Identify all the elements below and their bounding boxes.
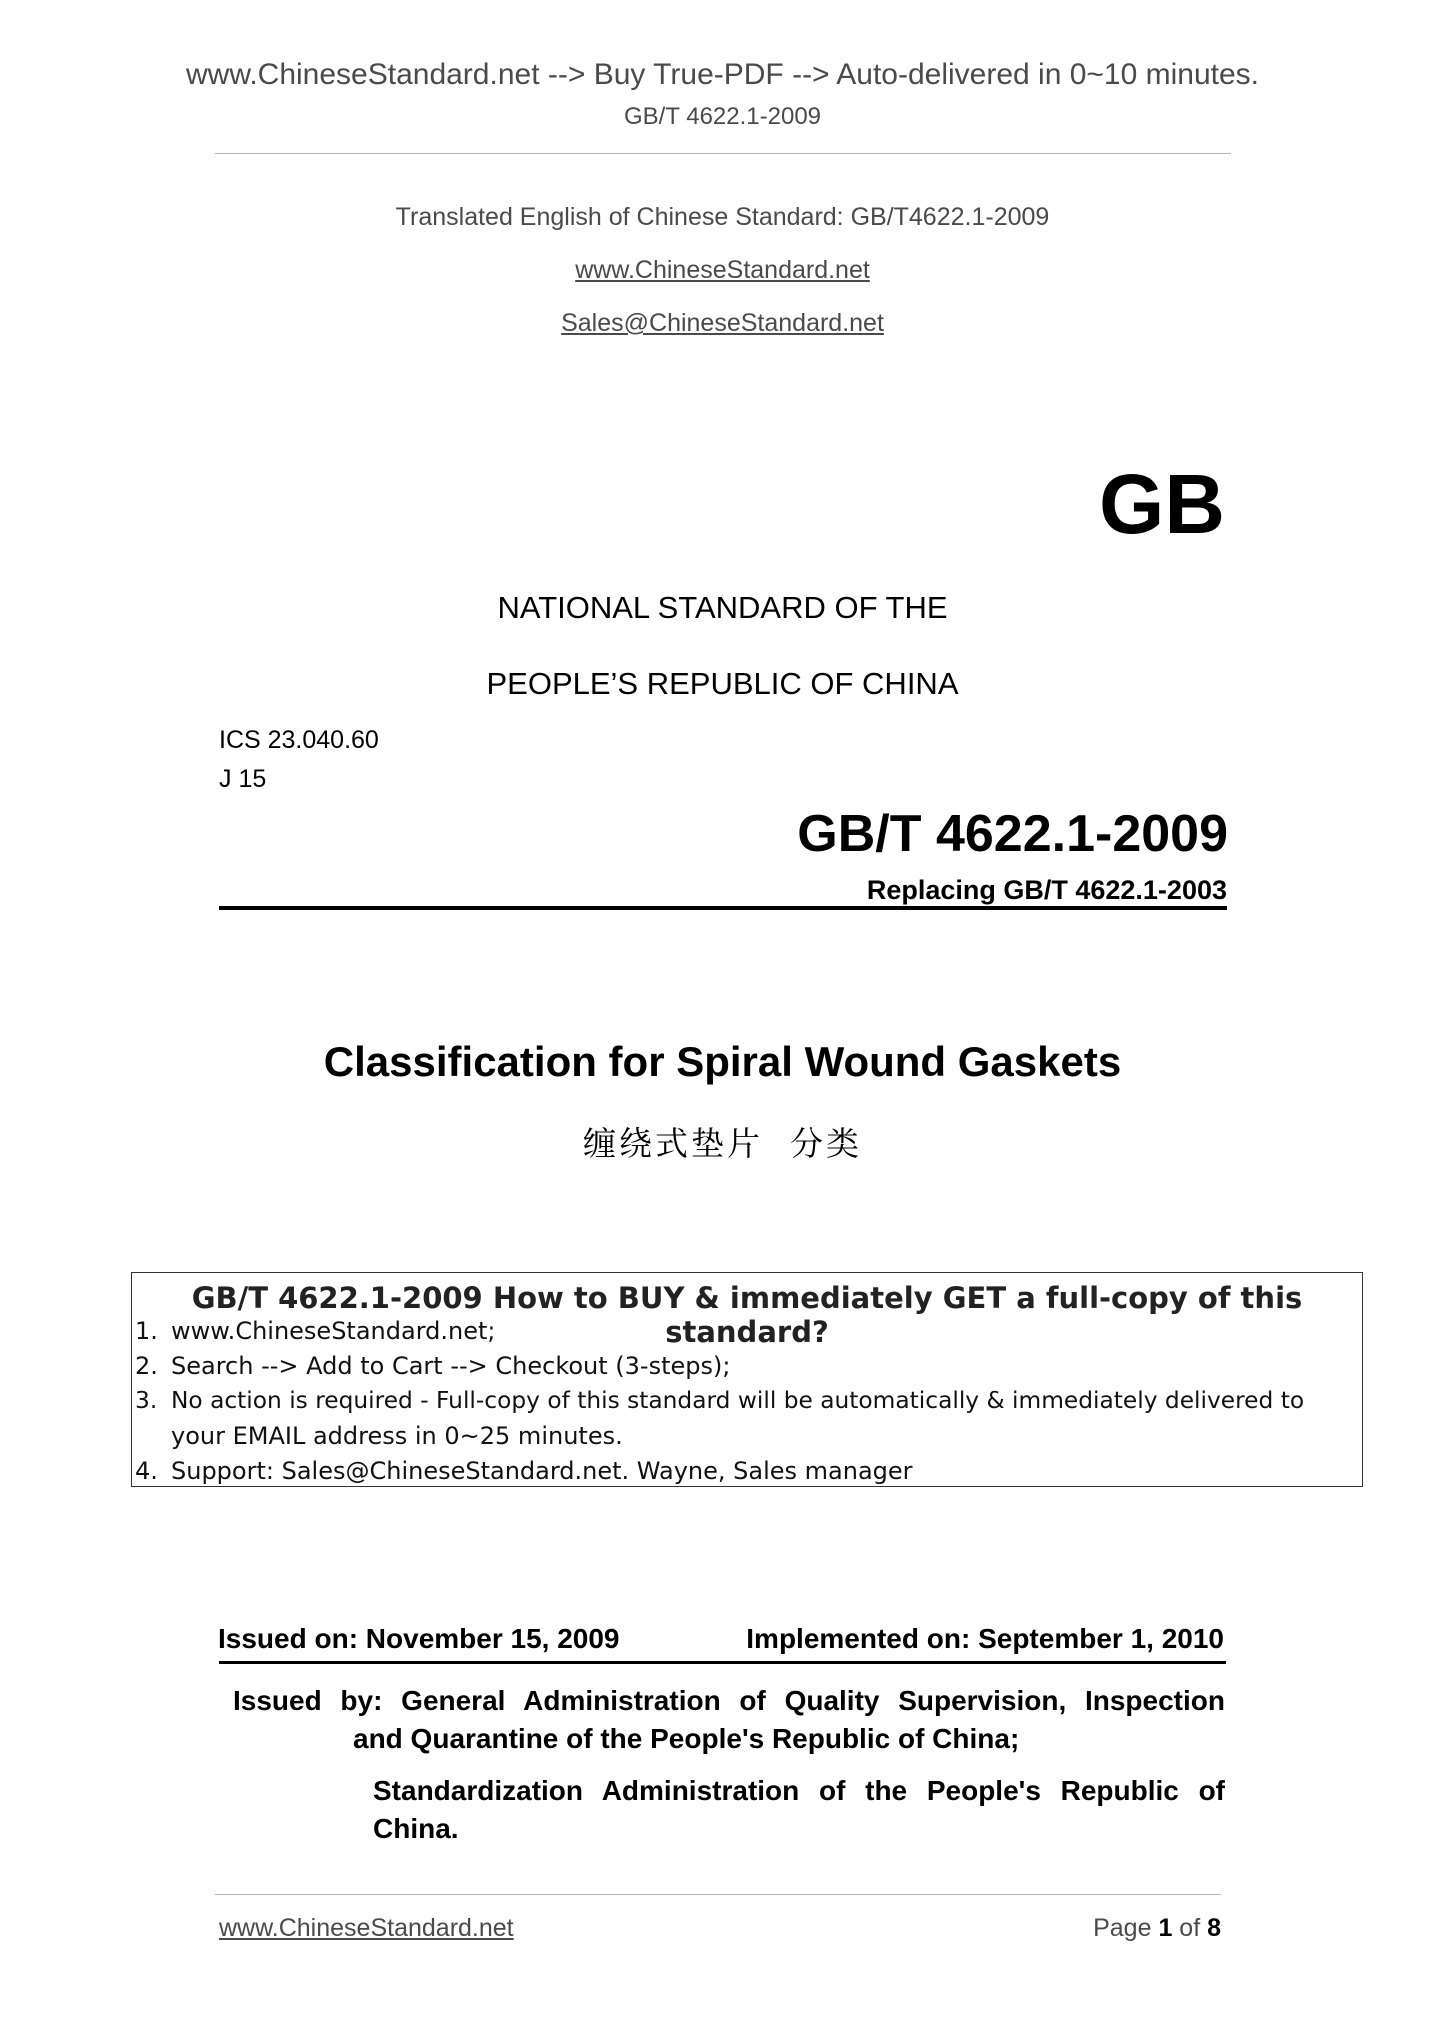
- issue-dates-rule: [219, 1661, 1226, 1664]
- issued-by-line3: Standardization Administration of the People's Republic of: [373, 1775, 1225, 1806]
- issued-on-date: Issued on: November 15, 2009: [218, 1623, 620, 1654]
- purchase-step: [135, 1457, 913, 1485]
- purchase-step-text[interactable]: www.ChineseStandard.net;: [171, 1317, 496, 1345]
- replacing-note: Replacing GB/T 4622.1-2003: [866, 875, 1227, 905]
- intro-website-link[interactable]: www.ChineseStandard.net: [575, 256, 870, 284]
- purchase-step-number: 1.: [135, 1317, 158, 1345]
- page-total: 8: [1207, 1914, 1221, 1942]
- gb-mark: GB: [1099, 457, 1225, 551]
- standard-title: Classification for Spiral Wound Gaskets: [323, 1038, 1122, 1085]
- purchase-info-title: GB/T 4622.1-2009 How to BUY & immediately GET a full-copy of this standard?: [191, 1281, 1303, 1349]
- page-prefix: Page: [1093, 1914, 1159, 1942]
- issued-by-line2: and Quarantine of the People's Republic of China;: [353, 1723, 1020, 1754]
- header-divider: [215, 153, 1231, 154]
- page-indicator: [1093, 1914, 1221, 1943]
- purchase-step: [135, 1317, 495, 1345]
- purchase-step-number: 2.: [135, 1352, 158, 1380]
- header-banner: www.ChineseStandard.net --> Buy True-PDF --> Auto-delivered in 0~10 minutes.: [185, 58, 1260, 91]
- issued-by-line4: China.: [373, 1813, 459, 1844]
- national-standard-line2: PEOPLE’S REPUBLIC OF CHINA: [486, 666, 959, 701]
- national-standard-line1: NATIONAL STANDARD OF THE: [497, 590, 948, 625]
- page-current: 1: [1158, 1914, 1173, 1942]
- purchase-step: [135, 1352, 730, 1380]
- purchase-step: [135, 1387, 1304, 1414]
- header-doc-code: GB/T 4622.1-2009: [623, 103, 822, 130]
- standard-title-chinese: 缠绕式垫片 分类: [583, 1124, 862, 1163]
- ics-code: ICS 23.040.60: [219, 726, 379, 754]
- footer-website-link[interactable]: www.ChineseStandard.net: [219, 1914, 514, 1942]
- purchase-step: [135, 1422, 623, 1450]
- issued-by-line1: Issued by: General Administration of Quality Supervision, Inspection: [233, 1685, 1225, 1716]
- page-mid: of: [1172, 1914, 1208, 1942]
- translated-note: Translated English of Chinese Standard: GB/T4622.1-2009: [395, 203, 1050, 231]
- issue-dates-row: [218, 1623, 1224, 1655]
- purchase-step-text: your EMAIL address in 0~25 minutes.: [171, 1422, 623, 1450]
- purchase-step-text: Search --> Add to Cart --> Checkout (3-steps);: [171, 1352, 731, 1380]
- purchase-step-number: 3.: [135, 1387, 158, 1414]
- purchase-step-number: 4.: [135, 1457, 158, 1485]
- standard-number-rule: [219, 906, 1227, 910]
- purchase-step-text: Support: Sales@ChineseStandard.net. Wayne, Sales manager: [171, 1457, 913, 1485]
- ccs-code: J 15: [219, 765, 267, 793]
- implemented-on-date: Implemented on: September 1, 2010: [746, 1623, 1224, 1654]
- standard-number: GB/T 4622.1-2009: [797, 805, 1228, 863]
- intro-email-link[interactable]: Sales@ChineseStandard.net: [561, 309, 884, 337]
- purchase-info-box: [131, 1272, 1363, 1487]
- purchase-step-text: No action is required - Full-copy of this standard will be automatically & immediately delivered to: [171, 1387, 1305, 1414]
- footer-divider: [215, 1894, 1221, 1895]
